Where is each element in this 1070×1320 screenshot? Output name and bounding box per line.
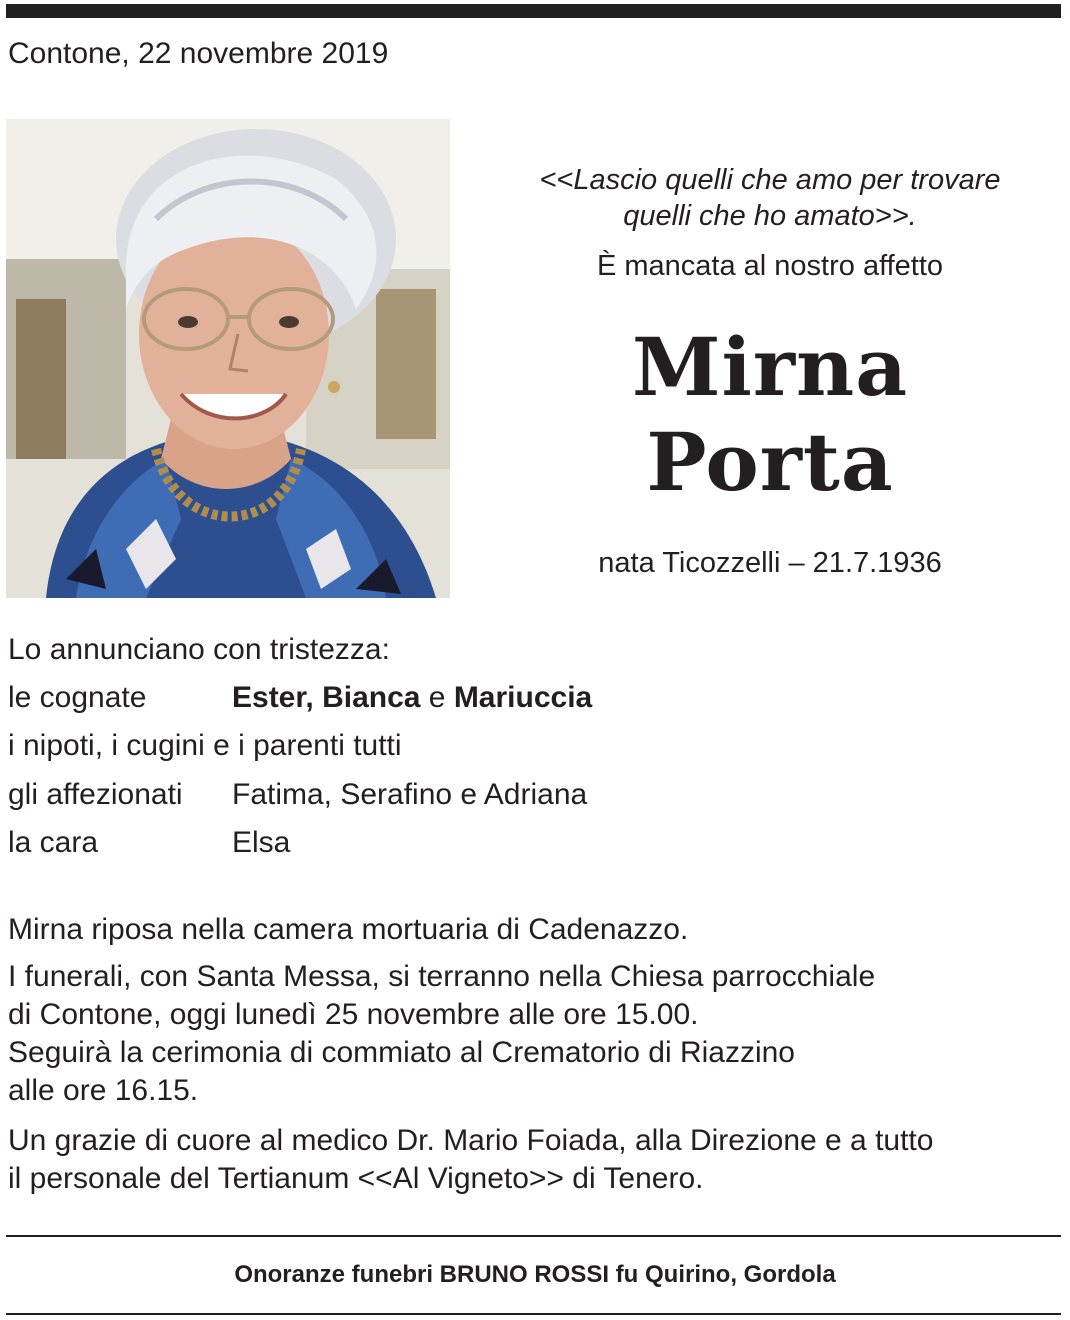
mourner-name: Mariuccia <box>453 681 593 714</box>
bottom-rule <box>6 1313 1061 1315</box>
thanks-line: il personale del Tertianum <<Al Vigneto>> di Tenero. <box>8 1162 704 1195</box>
funeral-home-credit: Onoranze funebri BRUNO ROSSI fu Quirino, Gordola <box>234 1261 836 1288</box>
announcement-lead: Lo annunciano con tristezza: <box>8 633 390 666</box>
place-date: Contone, 22 novembre 2019 <box>8 37 389 70</box>
quote-line: <<Lascio quelli che amo per trovare <box>539 164 1001 196</box>
birth-info: nata Ticozzelli – 21.7.1936 <box>598 547 942 579</box>
quote-line: quelli che ho amato>>. <box>623 200 917 232</box>
thanks-line: Un grazie di cuore al medico Dr. Mario Foiada, alla Direzione e a tutto <box>8 1124 934 1157</box>
memorial-quote <box>470 162 1070 234</box>
mourner-row <box>8 775 587 815</box>
mourner-row <box>8 823 290 863</box>
top-rule <box>6 4 1061 18</box>
mourner-names: Fatima, Serafino e Adriana <box>232 778 588 811</box>
mourner-text: i nipoti, i cugini e i parenti tutti <box>8 729 402 762</box>
name-separator: , <box>305 681 323 714</box>
portrait-photo <box>6 119 450 598</box>
rest-place-text: Mirna riposa nella camera mortuaria di Cadenazzo. <box>8 913 689 946</box>
mourner-relation: gli affezionati <box>8 778 183 811</box>
funeral-info <box>8 958 875 1110</box>
deceased-first-name: Mirna <box>631 320 909 414</box>
intro-text: È mancata al nostro affetto <box>596 250 944 282</box>
portrait-illustration <box>6 119 450 598</box>
mourner-relation: la cara <box>8 826 99 859</box>
name-separator: e <box>420 681 454 714</box>
deceased-last-name: Porta <box>646 415 894 509</box>
funeral-line: Seguirà la cerimonia di commiato al Crematorio di Riazzino <box>8 1036 795 1069</box>
thanks-text <box>8 1122 933 1198</box>
funeral-line: di Contone, oggi lunedì 25 novembre alle ore 15.00. <box>8 998 699 1031</box>
footer-divider <box>6 1235 1061 1237</box>
funeral-line: alle ore 16.15. <box>8 1074 199 1107</box>
mourner-name: Ester <box>232 681 306 714</box>
mourner-names: Elsa <box>232 826 291 859</box>
mourner-name: Bianca <box>322 681 421 714</box>
mourner-row <box>8 726 402 766</box>
mourner-relation: le cognate <box>8 681 147 714</box>
mourner-row <box>8 678 592 718</box>
funeral-line: I funerali, con Santa Messa, si terranno nella Chiesa parrocchiale <box>8 960 876 993</box>
